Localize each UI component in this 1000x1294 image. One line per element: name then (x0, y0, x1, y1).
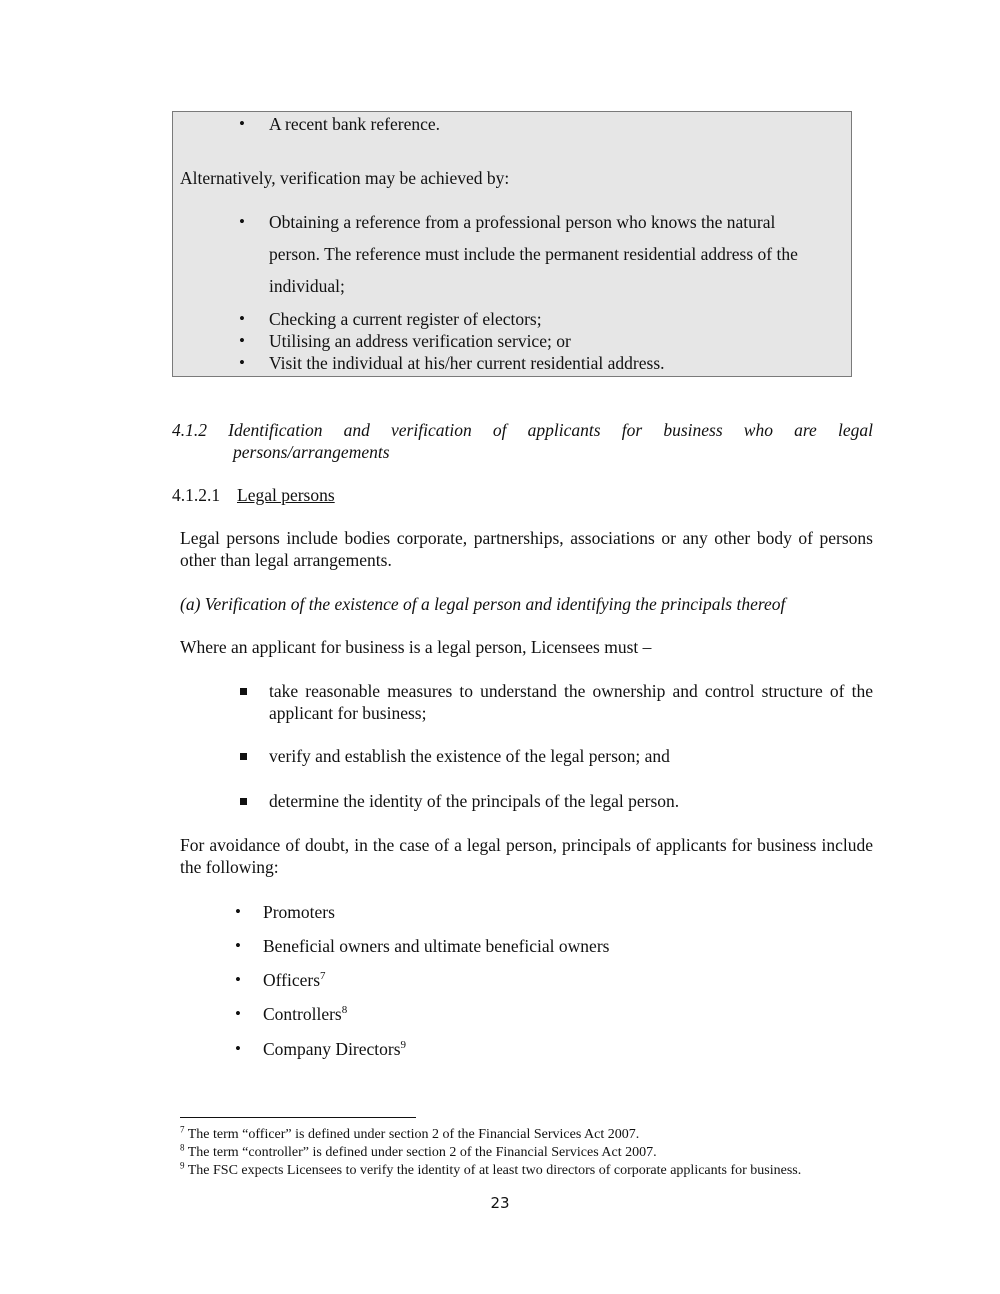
square-bullet (240, 798, 247, 805)
list-item: Checking a current register of electors; (269, 309, 542, 329)
heading-word: of (492, 420, 507, 440)
footnote: $^9$ The FSC expects Licensees to verify the identity of at least two directors of corporate applicants for business. (180, 1160, 802, 1178)
footnote: $^7$ The term “officer” is defined under section 2 of the Financial Services Act 2007. (180, 1124, 640, 1142)
square-bullet (240, 688, 247, 695)
footnote-ref[interactable]: 9 (400, 1039, 407, 1052)
page-number: 23 (490, 1194, 510, 1212)
footnote-ref[interactable]: 8 (341, 1004, 348, 1017)
heading-word: 4.1.2 (172, 420, 207, 440)
section-heading (172, 419, 873, 441)
list-item-continuation: individual; (269, 276, 345, 296)
list-item-continuation: person. The reference must include the permanent residential address of the (269, 244, 798, 264)
paragraph-text: For avoidance of doubt, in the case of a legal person, principals of applicants for business include the following: (180, 835, 873, 877)
heading-word: applicants (527, 420, 601, 440)
subsection-title: Legal persons (237, 485, 335, 505)
bullet-dot: • (235, 1039, 241, 1058)
list-item: Beneficial owners and ultimate beneficial owners (263, 936, 610, 956)
bullet-dot: • (235, 1004, 241, 1023)
bullet-dot: • (239, 353, 245, 372)
list-item: Officers$^7$ (263, 970, 326, 990)
heading-word: verification (391, 420, 472, 440)
list-item: Visit the individual at his/her current residential address. (269, 353, 665, 373)
list-item: Controllers$^8$ (263, 1004, 348, 1024)
bullet-dot: • (239, 309, 245, 328)
list-item: Utilising an address verification service; or (269, 331, 571, 351)
footnote: $^8$ The term “controller” is defined under section 2 of the Financial Services Act 2007. (180, 1142, 657, 1160)
list-item: verify and establish the existence of the legal person; and (269, 746, 670, 766)
paragraph-text: Alternatively, verification may be achieved by: (180, 168, 510, 188)
heading-word: Identification (228, 420, 323, 440)
paragraph-text: Where an applicant for business is a legal person, Licensees must – (180, 637, 652, 657)
bullet-dot: • (239, 331, 245, 350)
section-heading-continuation: persons/arrangements (233, 442, 390, 462)
bullet-dot: • (239, 212, 245, 231)
heading-word: business (663, 420, 723, 440)
heading-word: are (794, 420, 817, 440)
bullet-dot: • (239, 114, 245, 133)
bullet-dot: • (235, 902, 241, 921)
heading-word: who (743, 420, 773, 440)
bullet-dot: • (235, 936, 241, 955)
heading-word: and (343, 420, 370, 440)
bullet-dot: • (235, 970, 241, 989)
list-item: A recent bank reference. (269, 114, 441, 134)
footnote-separator (180, 1117, 416, 1118)
paragraph-text: Legal persons include bodies corporate, partnerships, associations or any other body of persons other than legal arrangements. (180, 528, 873, 570)
subsection-number: 4.1.2.1 (172, 485, 221, 505)
list-item: Obtaining a reference from a professional person who knows the natural (269, 212, 776, 232)
list-item: Company Directors$^9$ (263, 1039, 407, 1059)
square-bullet (240, 753, 247, 760)
heading-word: legal (837, 420, 873, 440)
list-item: take reasonable measures to understand the ownership and control structure of the applicant for business; (269, 681, 873, 723)
list-item: determine the identity of the principals of the legal person. (269, 791, 680, 811)
footnote-ref[interactable]: 7 (320, 970, 326, 983)
subheading-a: (a) Verification of the existence of a legal person and identifying the principals thereof (180, 594, 786, 614)
list-item: Promoters (263, 902, 335, 922)
heading-word: for (621, 420, 643, 440)
